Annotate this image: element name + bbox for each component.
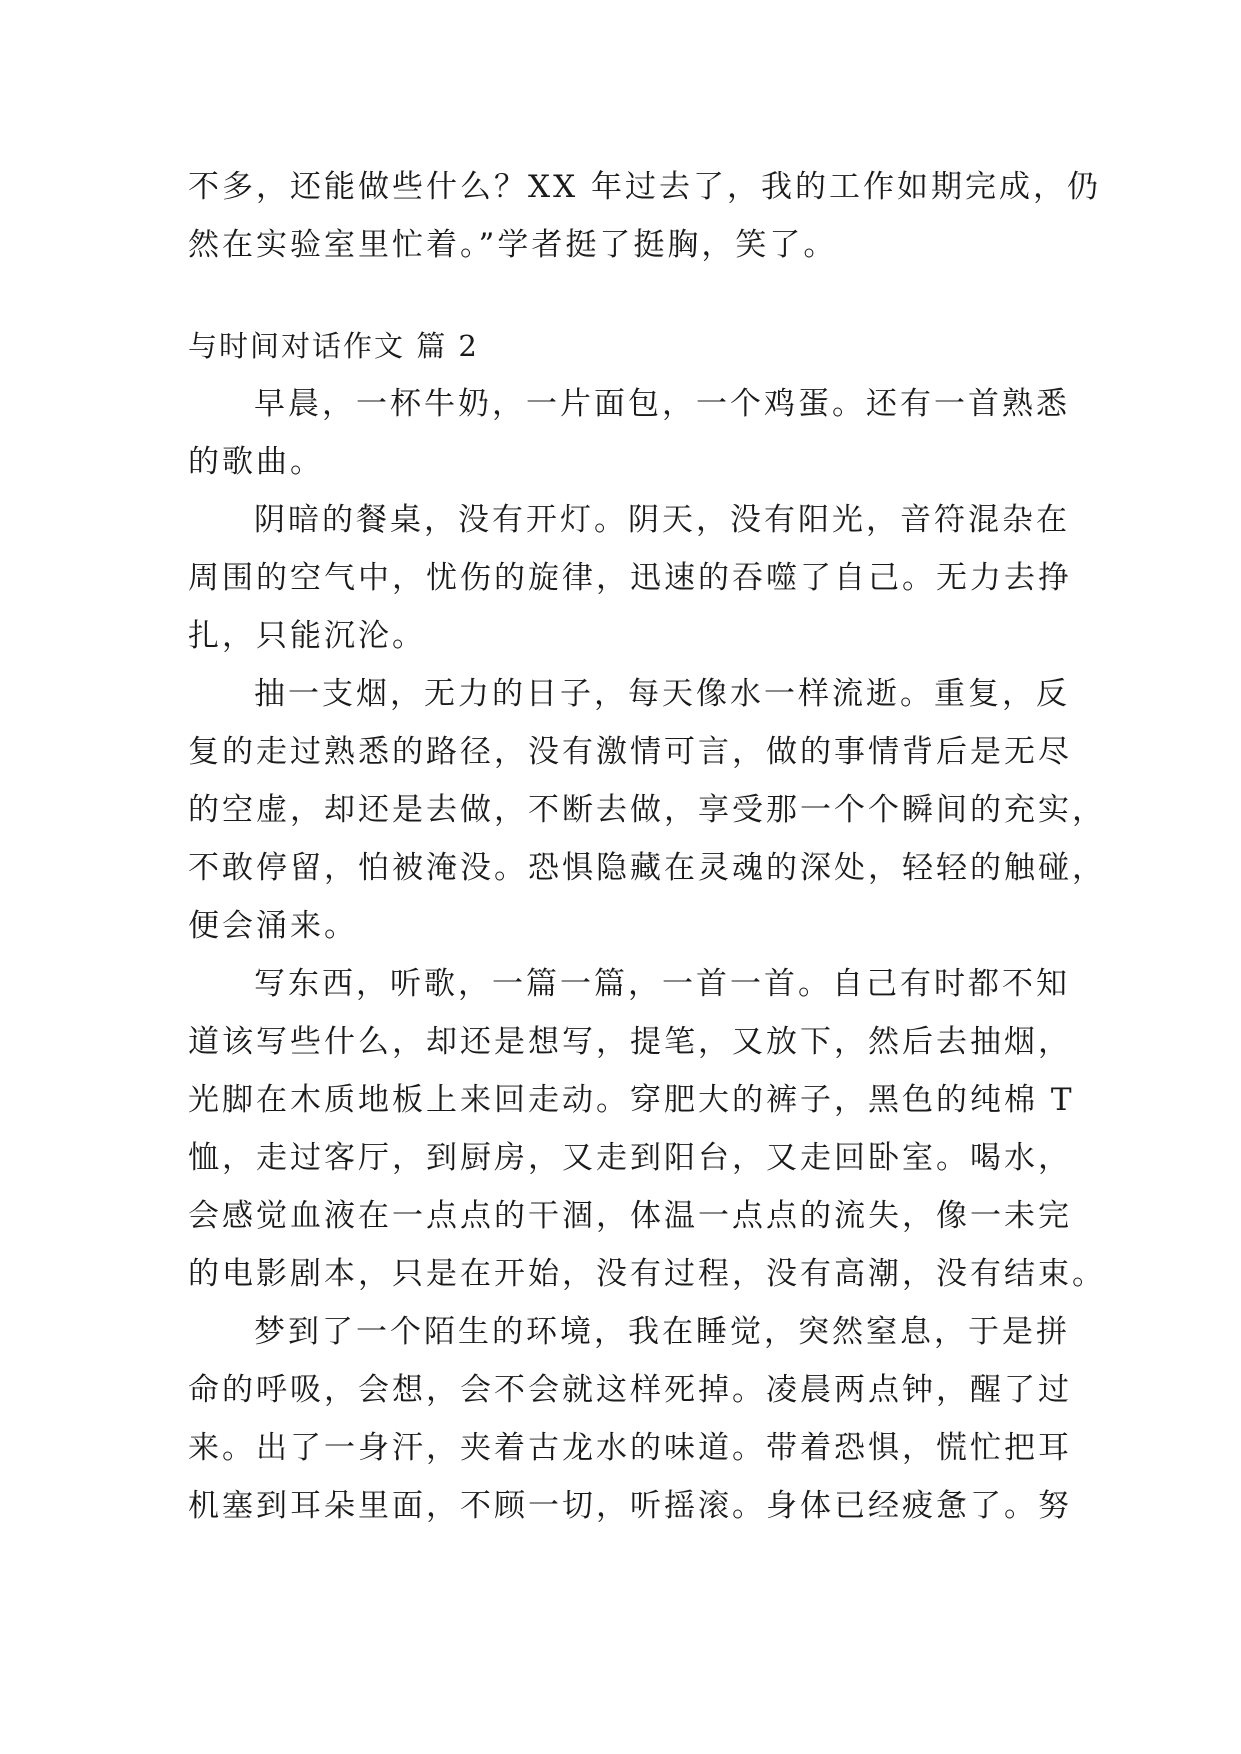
text-line: 会感觉血液在一点点的干涸，体温一点点的流失，像一未完 <box>188 1198 1072 1234</box>
text-line: 周围的空气中，忧伤的旋律，迅速的吞噬了自己。无力去挣 <box>188 560 1072 596</box>
intro-paragraph <box>188 158 1101 274</box>
text-line: 然在实验室里忙着。”学者挺了挺胸，笑了。 <box>188 227 838 263</box>
paragraph <box>188 665 1106 955</box>
text-line: 的歌曲。 <box>188 444 324 480</box>
text-line: 命的呼吸，会想，会不会就这样死掉。凌晨两点钟，醒了过 <box>188 1372 1072 1408</box>
text-line: 写东西，听歌，一篇一篇，一首一首。自己有时都不知 <box>254 966 1070 1002</box>
text-line: 阴暗的餐桌，没有开灯。阴天，没有阳光，音符混杂在 <box>254 502 1070 538</box>
text-line: 恤，走过客厅，到厨房，又走到阳台，又走回卧室。喝水， <box>188 1140 1072 1176</box>
text-line: 道该写些什么，却还是想写，提笔，又放下，然后去抽烟， <box>188 1024 1072 1060</box>
paragraph <box>188 491 1072 665</box>
document-body <box>188 158 1106 1535</box>
section-heading: 与时间对话作文 篇 2 <box>188 329 479 363</box>
text-line: 光脚在木质地板上来回走动。穿肥大的裤子，黑色的纯棉 T <box>188 1082 1075 1118</box>
paragraph <box>188 955 1106 1303</box>
text-line: 来。出了一身汗，夹着古龙水的味道。带着恐惧，慌忙把耳 <box>188 1430 1072 1466</box>
paragraph-gap <box>188 274 1058 317</box>
text-line: 梦到了一个陌生的环境，我在睡觉，突然窒息，于是拼 <box>254 1314 1070 1350</box>
paragraph <box>188 375 1070 491</box>
text-line: 复的走过熟悉的路径，没有激情可言，做的事情背后是无尽 <box>188 734 1072 770</box>
text-line: 扎，只能沉沦。 <box>188 618 426 654</box>
text-line: 的空虚，却还是去做，不断去做，享受那一个个瞬间的充实， <box>188 792 1106 828</box>
text-line: 便会涌来。 <box>188 908 358 944</box>
text-line: 抽一支烟，无力的日子，每天像水一样流逝。重复，反 <box>254 676 1070 712</box>
text-line: 的电影剧本，只是在开始，没有过程，没有高潮，没有结束。 <box>188 1256 1106 1292</box>
paragraph <box>188 1303 1072 1535</box>
text-line: 不多，还能做些什么？XX 年过去了，我的工作如期完成，仍 <box>188 169 1101 205</box>
text-line: 机塞到耳朵里面，不顾一切，听摇滚。身体已经疲惫了。努 <box>188 1488 1072 1524</box>
text-line: 不敢停留，怕被淹没。恐惧隐藏在灵魂的深处，轻轻的触碰， <box>188 850 1106 886</box>
text-line: 早晨，一杯牛奶，一片面包，一个鸡蛋。还有一首熟悉 <box>254 386 1070 422</box>
